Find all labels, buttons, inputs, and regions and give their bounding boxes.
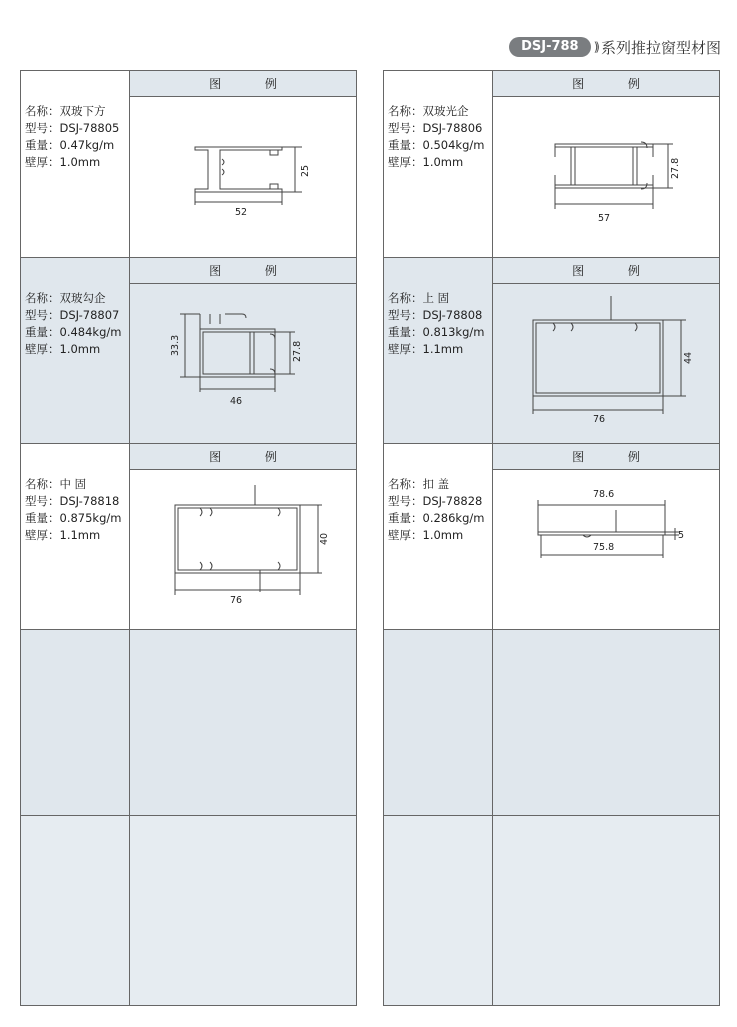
profile-figure: [130, 444, 356, 629]
dim-label: 27.8: [670, 157, 681, 179]
figure-caption: 图 例: [130, 258, 356, 284]
product-info: 名称：上 固 型号：DSJ-78808 重量：0.813kg/m 壁厚：1.1mm: [384, 258, 493, 443]
product-thickness: 1.0mm: [59, 155, 101, 169]
profile-figure: [130, 258, 356, 443]
product-info: 名称：双玻勾企 型号：DSJ-78807 重量：0.484kg/m 壁厚：1.0mm: [21, 258, 130, 443]
left-column: [20, 70, 357, 1006]
profile-figure: [130, 71, 356, 257]
product-thickness: 1.1mm: [59, 528, 101, 542]
dim-label: 46: [230, 396, 243, 407]
empty-info: [21, 630, 130, 815]
product-thickness: 1.0mm: [422, 528, 464, 542]
product-name: 双玻下方: [59, 104, 106, 118]
product-weight: 0.47kg/m: [59, 138, 115, 152]
product-row: [21, 71, 356, 258]
product-model: DSJ-78805: [59, 121, 120, 135]
profile-figure: [493, 444, 719, 629]
dim-label: 25: [300, 164, 311, 177]
product-info: 名称：双玻下方 型号：DSJ-78805 重量：0.47kg/m 壁厚：1.0mm: [21, 71, 130, 257]
figure-caption: 图 例: [130, 444, 356, 470]
profile-drawing-78806: [493, 97, 718, 257]
dim-label: 76: [230, 595, 243, 606]
profile-drawing-78808: [493, 284, 718, 444]
product-model: DSJ-78807: [59, 308, 120, 322]
profile-drawing-78828: [493, 470, 718, 630]
dim-label: 33.3: [170, 334, 181, 356]
profile-drawing-78807: [130, 284, 355, 444]
product-row: [384, 444, 719, 630]
dim-label: 40: [319, 532, 330, 545]
product-info: 名称：中 固 型号：DSJ-78818 重量：0.875kg/m 壁厚：1.1mm: [21, 444, 130, 629]
dim-label: 44: [683, 351, 694, 364]
figure-caption: 图 例: [493, 71, 719, 97]
empty-row: [21, 816, 356, 1005]
product-weight: 0.286kg/m: [422, 511, 485, 525]
empty-row: [384, 630, 719, 816]
page-header: [509, 36, 721, 58]
series-badge: DSJ-788: [509, 37, 591, 57]
product-thickness: 1.0mm: [59, 342, 101, 356]
product-row: [384, 258, 719, 444]
product-weight: 0.813kg/m: [422, 325, 485, 339]
dim-label: 78.6: [593, 489, 615, 500]
product-weight: 0.504kg/m: [422, 138, 485, 152]
dim-label: 27.8: [292, 340, 303, 362]
product-weight: 0.875kg/m: [59, 511, 122, 525]
dim-label: 52: [235, 207, 248, 218]
chevron-icon: )): [593, 40, 597, 54]
profile-drawing-78805: [130, 97, 355, 257]
profile-figure: [493, 71, 719, 257]
dim-label: 57: [598, 213, 611, 224]
product-info: 名称：双玻光企 型号：DSJ-78806 重量：0.504kg/m 壁厚：1.0mm: [384, 71, 493, 257]
profile-drawing-78818: [130, 470, 355, 630]
product-row: [21, 258, 356, 444]
product-model: DSJ-78808: [422, 308, 483, 322]
product-row: [384, 71, 719, 258]
dim-label: 75.8: [593, 542, 615, 553]
product-row: [21, 444, 356, 630]
empty-info: [384, 816, 493, 1005]
dim-label: 5: [678, 530, 685, 541]
product-model: DSJ-78806: [422, 121, 483, 135]
figure-caption: 图 例: [130, 71, 356, 97]
product-name: 中 固: [59, 477, 87, 491]
figure-caption: 图 例: [493, 258, 719, 284]
product-info: 名称：扣 盖 型号：DSJ-78828 重量：0.286kg/m 壁厚：1.0mm: [384, 444, 493, 629]
empty-info: [21, 816, 130, 1005]
empty-info: [384, 630, 493, 815]
product-name: 双玻勾企: [59, 291, 106, 305]
figure-caption: 图 例: [493, 444, 719, 470]
product-model: DSJ-78828: [422, 494, 483, 508]
product-model: DSJ-78818: [59, 494, 120, 508]
product-name: 扣 盖: [422, 477, 450, 491]
profile-figure: [493, 258, 719, 443]
right-column: [383, 70, 720, 1006]
empty-row: [384, 816, 719, 1005]
product-weight: 0.484kg/m: [59, 325, 122, 339]
dim-label: 76: [593, 414, 606, 425]
product-name: 双玻光企: [422, 104, 469, 118]
page-title: 系列推拉窗型材图: [600, 38, 721, 57]
empty-row: [21, 630, 356, 816]
product-name: 上 固: [422, 291, 450, 305]
product-thickness: 1.0mm: [422, 155, 464, 169]
product-thickness: 1.1mm: [422, 342, 464, 356]
